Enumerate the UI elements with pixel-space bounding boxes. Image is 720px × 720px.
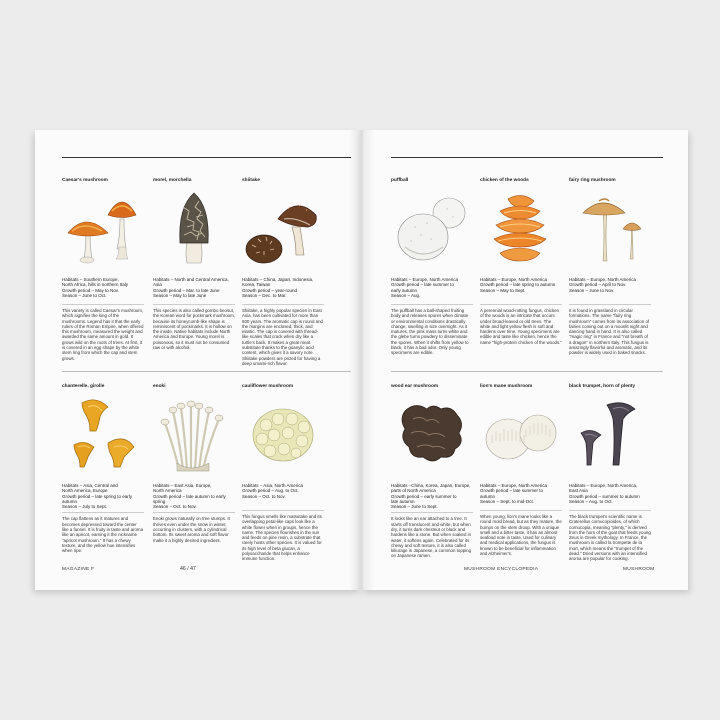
entry-wood-ear-mushroom: [391, 384, 473, 559]
divider: [569, 510, 651, 511]
entry-title: chicken of the woods: [480, 178, 529, 183]
entry-title: wood ear mushroom: [391, 384, 439, 389]
caesars-mushroom-illustration: [62, 187, 144, 269]
entry-lions-mane-mushroom: [480, 384, 562, 556]
divider: [153, 512, 235, 513]
entry-black-trumpet: [569, 384, 651, 562]
row-divider: [62, 371, 351, 372]
right-page: [361, 130, 688, 590]
left-page: [35, 130, 361, 590]
black-trumpet-illustration: [569, 393, 651, 475]
entry-description: Enoki grows naturally on tree stumps. It thrives even under the snow in winter, occurring in clusters, with a cylindrical bottom. Its sweet aroma and soft flavor make it a highly desired ingredient.: [153, 516, 230, 543]
entry-puffball: [391, 178, 473, 356]
entry-meta: Habitats – Europe, North America, East Asia Growth period – summer to autumn Season – Aug. to Oct.: [569, 483, 640, 504]
entry-description: The black trumpet's scientific name is Craterellus cornucopioides, of which cornucopia, meaning "plenty," is derived from the horn of the goat that feeds young Zeus in Greek mythology. In France, the mushroom is called la trompette de la mort, which means the "trumpet of the dead." Dried versions with an intensified aroma are popular for cooking.: [569, 514, 651, 562]
divider: [62, 304, 144, 305]
divider: [391, 512, 473, 513]
top-rule: [391, 157, 663, 158]
entry-title: puffball: [391, 178, 409, 183]
entry-meta: Habitats – Europe, North America Growth period – late spring to autumn Season – May to Sept.: [480, 277, 556, 293]
entry-meta: Habitats – Asia, Central and North America, Europe Growth period – late spring to early autumn Season – July to Sept.: [62, 483, 133, 510]
divider: [242, 510, 324, 511]
entry-meta: Habitats –China, Korea, Japan, Europe, parts of North America Growth period – early summer to late autumn Season – June to Sept.: [391, 483, 471, 510]
entry-morel: [153, 178, 235, 350]
entry-title: morel, morchella: [153, 178, 192, 183]
entry-title: chanterelle, girolle: [62, 384, 105, 389]
entry-fairy-ring-mushroom: [569, 178, 651, 356]
entry-title: cauliflower mushroom: [242, 384, 294, 389]
page-numbers: 46 / 47: [180, 566, 196, 572]
entry-title: lion's mane mushroom: [480, 384, 533, 389]
shiitake-illustration: [242, 187, 324, 269]
entry-title: shiitake: [242, 178, 260, 183]
divider: [480, 304, 562, 305]
lions-mane-illustration: [480, 393, 562, 475]
entry-chanterelle: [62, 384, 144, 553]
entry-title: black trumpet, horn of plenty: [569, 384, 636, 389]
entry-cauliflower-mushroom: [242, 384, 324, 562]
entry-description: A perennial wood-rotting fungus, chicken of the woods is an intricate that occurs under broad-leaved or old trees. The white and light yellow flesh is soft and hardens over time. Young specimens are edible and taste like chicken, hence the name "high-protein chicken of the woods.": [480, 308, 562, 345]
divider: [62, 512, 144, 513]
divider: [153, 304, 235, 305]
footer-magazine-name: MAGAZINE F: [62, 567, 95, 572]
entry-meta: Habitats – Southern Europe, North Africa, hills in northern Italy Growth period – May to Nov. Season – June to Oct.: [62, 277, 129, 298]
entry-meta: Habitats – East Asia, Europe, North America Growth period – late autumn to early spring Season – Oct. to Nov.: [153, 483, 226, 510]
entry-description: This variety is called Caesar's mushroom, which signifies the king of the mushrooms. Legend has it that the early rulers of the Roman Empire, when offered this mushroom, measured the weight and awarded the same amount in gold. It grows wild on the roots of trees. At first, it is covered in an egg shape by the white stem ring from which the cap and stem grows.: [62, 308, 144, 361]
entry-description: The cap flattens as it matures and becomes depressed toward the center like a funnel. It is fruity in taste and aroma like an apricot, earning it the nickname "apricot mushroom." It has a chewy texture, and the yellow hue intensifies when ripe.: [62, 516, 144, 554]
magazine-spread: [35, 130, 688, 590]
footer-section-title: MUSHROOM ENCYCLOPEDIA: [464, 567, 539, 572]
entry-meta: Habitats – Asia, North America Growth period – Aug. to Oct. Season – Oct. to Nov.: [242, 483, 304, 499]
entry-description: The puffball has a ball-shaped fruiting body and releases spores when climate or environmental conditions drastically change, swelling in size overnight. As it matures, the pink mass turns white and the glebe turns powdery to disseminate the spores. When it shifts from yellow to black, it has a bad odor. Only young specimens are edible.: [391, 308, 469, 356]
entry-title: fairy ring mushroom: [569, 178, 616, 183]
entry-meta: Habitats – Europe, North America Growth period – late summer to autumn Season – Sept. to mid-Oct.: [480, 483, 548, 504]
entry-enoki: [153, 384, 235, 543]
entry-meta: Habitats – China, Japan, Indonesia, Korea, Taiwan Growth period – year-round Season – Dec. to Mar.: [242, 277, 314, 298]
cauliflower-mushroom-illustration: [242, 393, 324, 475]
entry-meta: Habitats – North and Central America, Asia Growth period – Mar. to late June Season – May to late June: [153, 277, 229, 298]
entry-description: When young, lion's mane looks like a round mold bread, but as they mature, the bumps on the stem droop. With a unique smell and a bitter taste, it has an almost seafood note in taste. Used for culinary and medical applications, the fungus is known to be beneficial for inflammation and Alzheimer's.: [480, 514, 562, 556]
entry-chicken-of-the-woods: [480, 178, 562, 345]
row-divider: [391, 371, 663, 372]
top-rule: [62, 157, 351, 158]
entry-shiitake: [242, 178, 324, 366]
puffball-illustration: [391, 187, 473, 269]
divider: [391, 304, 473, 305]
footer-running-head: MUSHROOM: [623, 567, 655, 572]
fairy-ring-mushroom-illustration: [569, 187, 651, 269]
entry-description: Shiitake, a highly popular species in East Asia, has been cultivated for more than 600 years. The aromatic cap is round and the margins are enclosed, thick, and elastic. The cap is covered with thread-like scales that crack when dry like a turtle's back. It makes a great meat substitute thanks to the guanylic acid content, which gives it a savory note. Shiitake powders are prized for having a deep umami-rich flavor.: [242, 308, 323, 366]
entry-description: This species is also called gombo beosut, the Korean word for pockmark mushroom, because its honeycomb-like shape is reminiscent of pockmarks. It is hollow on the inside. Native habitats include North America and Europe. Young morel is poisonous, so it must not be consumed raw or with alcohol.: [153, 308, 235, 350]
divider: [569, 304, 651, 305]
entry-title: Caesar's mushroom: [62, 178, 108, 183]
divider: [242, 304, 324, 305]
entry-title: enoki: [153, 384, 166, 389]
entry-description: This fungus smells like matsutake and its overlapping petal-like caps look like a white flower when in groups, hence the name. The species flourishes in the sun and feeds on pine resin, a substrate that rarely hosts other species. It is valued for its high level of beta glucan, a polysaccharide that helps enhance immune function.: [242, 514, 322, 562]
divider: [480, 510, 562, 511]
chicken-of-the-woods-illustration: [480, 187, 562, 269]
entry-meta: Habitats – Europe, North America Growth period – late summer to early autumn Season – Aug.: [391, 277, 459, 298]
wood-ear-mushroom-illustration: [391, 393, 473, 475]
entry-description: It looks like an ear attached to a tree. It starts off translucent and white, but when dry, it turns dark chestnut or black and hardens like a stone. But when soaked in water, it softens again. Celebrated for its chewy and soft texture, it is also called kikurage in Japanese, a common topping on Japanese ramen.: [391, 516, 472, 559]
morel-illustration: [153, 187, 235, 269]
entry-meta: Habitats – Europe, North America Growth period – April to Nov. Season – June to Nov.: [569, 277, 637, 293]
chanterelle-illustration: [62, 393, 144, 475]
entry-caesars-mushroom: [62, 178, 144, 361]
enoki-illustration: [153, 393, 235, 475]
entry-description: It is found in grassland in circular formations. The name "fairy ring mushroom" comes from its association of fairies coming out on a moonlit night and dancing hand in hand. It is also called "magic ring" in France and "not breath of a dragon" in northern Italy. This fungus is amazingly flavorful and aromatic, and its powder is widely used in baked snacks.: [569, 308, 650, 356]
